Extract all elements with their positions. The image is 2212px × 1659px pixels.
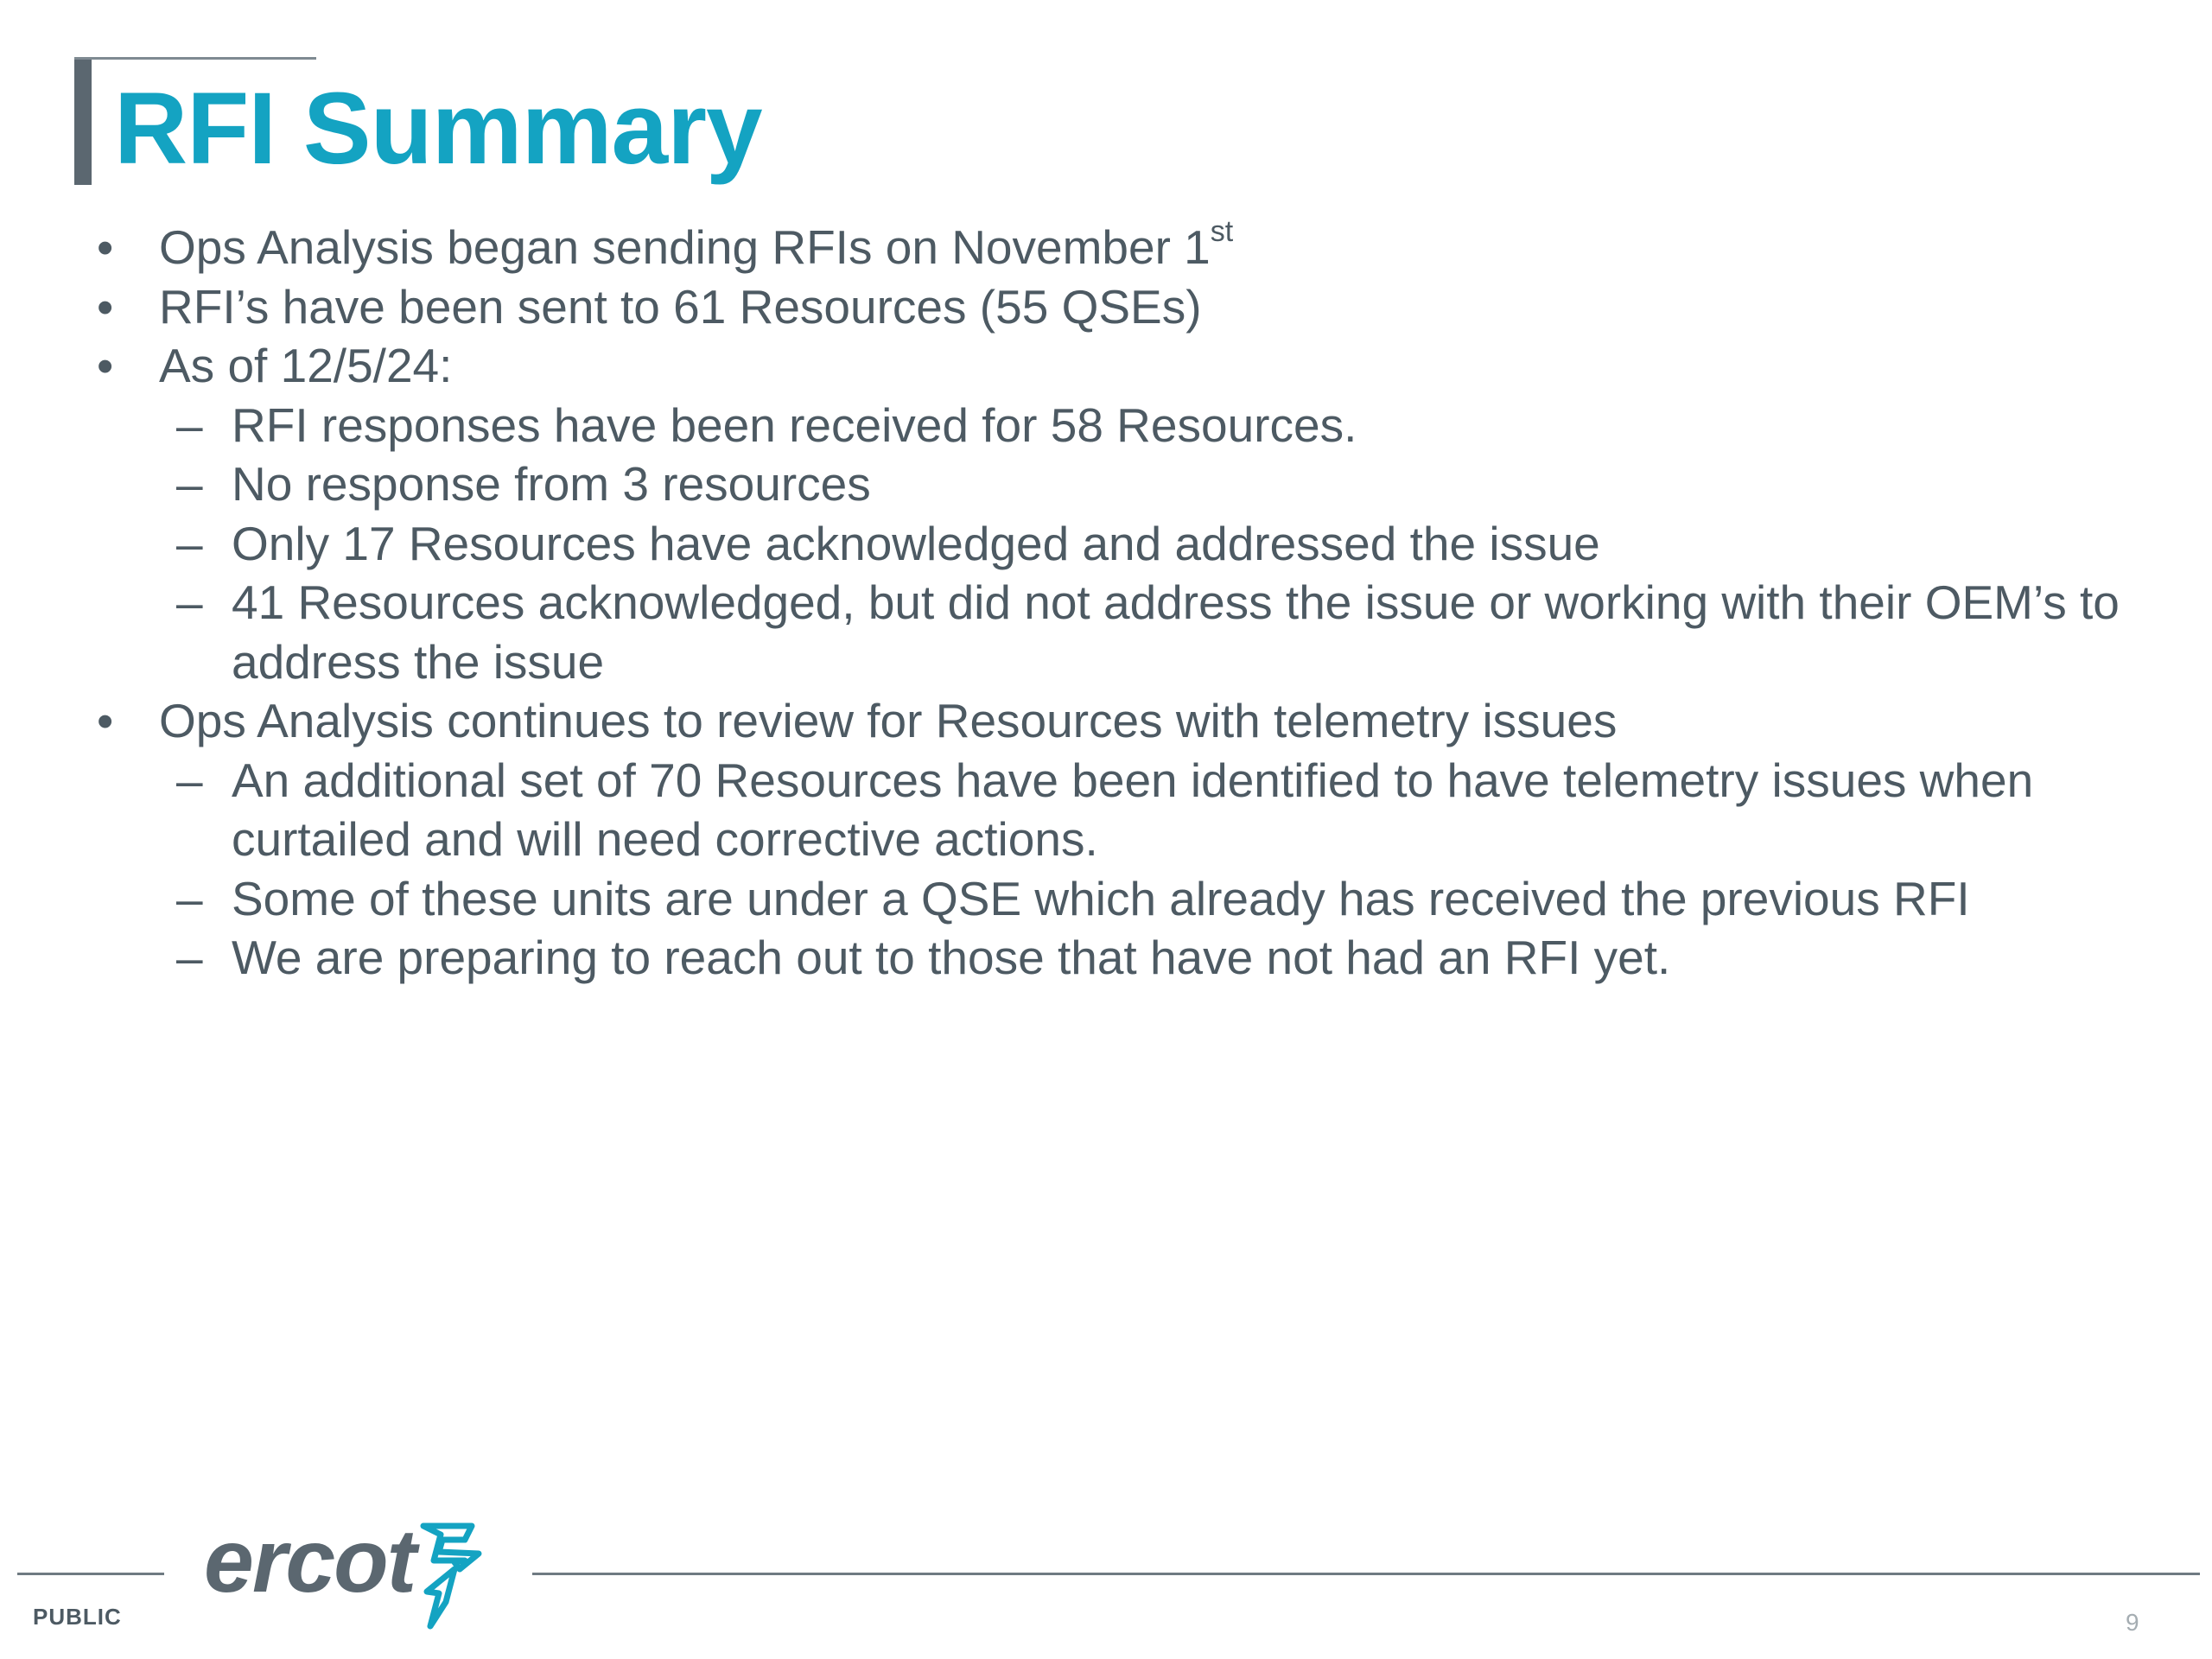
- logo-wordmark: ercot: [204, 1511, 416, 1611]
- sub-bullet-marker: –: [176, 457, 203, 511]
- sub-bullet-marker: –: [176, 931, 203, 984]
- sub-bullet-text: An additional set of 70 Resources have been identified to have telemetry issues when curtailed and will need corrective actions.: [232, 753, 2034, 866]
- sub-bullet-text: Some of these units are under a QSE which already has received the previous RFI: [232, 871, 1970, 925]
- slide-title: RFI Summary: [114, 72, 762, 186]
- bullet-marker: •: [97, 279, 114, 334]
- sub-bullet-marker: –: [176, 516, 203, 570]
- bullet-item: [86, 336, 2160, 396]
- sub-bullet-item: [86, 514, 2160, 574]
- sub-bullet-text: 41 Resources acknowledged, but did not address the issue or working with their OEM’s to address the issue: [232, 575, 2120, 689]
- sub-bullet-item: [86, 573, 2160, 691]
- sub-bullet-item: [86, 928, 2160, 988]
- sub-bullet-text: We are preparing to reach out to those that have not had an RFI yet.: [232, 931, 1671, 984]
- ercot-logo: [204, 1511, 498, 1643]
- footer-rule-right: [532, 1573, 2200, 1575]
- title-top-rule: [74, 57, 316, 60]
- page-number: 9: [2126, 1609, 2139, 1636]
- sub-bullet-marker: –: [176, 575, 203, 629]
- lightning-star-icon: [404, 1519, 491, 1631]
- ordinal-superscript: st: [1210, 215, 1234, 248]
- footer-rule-left: [17, 1573, 164, 1575]
- sub-bullet-marker: –: [176, 397, 203, 452]
- bullet-item: [86, 277, 2160, 337]
- bullet-text: As of 12/5/24:: [159, 339, 453, 392]
- bullet-item: [86, 215, 2160, 277]
- bullet-marker: •: [97, 339, 114, 392]
- sub-bullet-item: [86, 869, 2160, 929]
- bullet-list: [86, 215, 2160, 988]
- classification-label: PUBLIC: [33, 1604, 122, 1630]
- bullet-text: Ops Analysis continues to review for Resources with telemetry issues: [159, 694, 1618, 747]
- bullet-text: Ops Analysis began sending RFIs on November 1: [159, 220, 1211, 274]
- sub-bullet-item: [86, 751, 2160, 869]
- sub-bullet-text: Only 17 Resources have acknowledged and addressed the issue: [232, 516, 1600, 570]
- sub-bullet-marker: –: [176, 753, 203, 807]
- sub-bullet-text: RFI responses have been received for 58 Resources.: [232, 397, 1357, 452]
- sub-bullet-marker: –: [176, 871, 203, 925]
- sub-bullet-text: No response from 3 resources: [232, 457, 871, 511]
- sub-bullet-item: [86, 396, 2160, 455]
- bullet-marker: •: [97, 694, 114, 747]
- bullet-text: RFI’s have been sent to 61 Resources (55 QSEs): [159, 279, 1202, 334]
- bullet-item: [86, 691, 2160, 751]
- slide-body: [86, 215, 2160, 988]
- sub-bullet-item: [86, 454, 2160, 514]
- bullet-marker: •: [97, 220, 114, 274]
- title-accent-bar: [74, 57, 92, 185]
